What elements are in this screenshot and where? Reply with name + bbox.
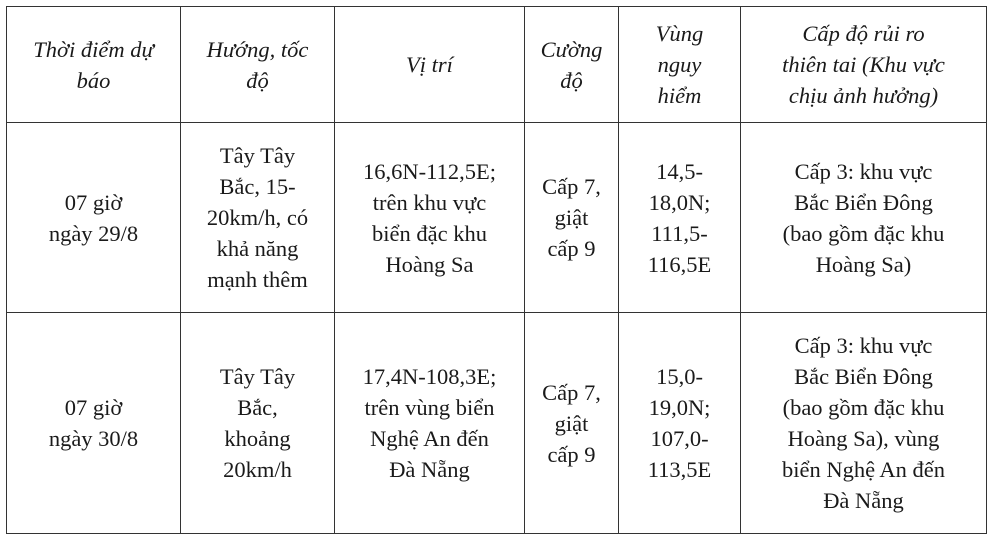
table-header-row (7, 7, 987, 123)
cell-direction-speed: Tây Tây Bắc, 15- 20km/h, có khả năng mạnh thêm (181, 123, 335, 313)
cell-position: 16,6N-112,5E; trên khu vực biển đặc khu Hoàng Sa (335, 123, 525, 313)
cell-danger-zone: 14,5- 18,0N; 111,5- 116,5E (619, 123, 741, 313)
header-intensity: Cường độ (525, 7, 619, 123)
cell-forecast-time: 07 giờ ngày 30/8 (7, 313, 181, 534)
cell-danger-zone: 15,0- 19,0N; 107,0- 113,5E (619, 313, 741, 534)
cell-forecast-time: 07 giờ ngày 29/8 (7, 123, 181, 313)
cell-risk-level: Cấp 3: khu vực Bắc Biển Đông (bao gồm đặc khu Hoàng Sa), vùng biển Nghệ An đến Đà Nẵng (741, 313, 987, 534)
header-direction-speed: Hướng, tốc độ (181, 7, 335, 123)
header-position: Vị trí (335, 7, 525, 123)
cell-intensity: Cấp 7, giật cấp 9 (525, 313, 619, 534)
cell-risk-level: Cấp 3: khu vực Bắc Biển Đông (bao gồm đặc khu Hoàng Sa) (741, 123, 987, 313)
cell-direction-speed: Tây Tây Bắc, khoảng 20km/h (181, 313, 335, 534)
header-danger-zone: Vùng nguy hiểm (619, 7, 741, 123)
header-risk-level: Cấp độ rủi ro thiên tai (Khu vực chịu ảnh hưởng) (741, 7, 987, 123)
cell-intensity: Cấp 7, giật cấp 9 (525, 123, 619, 313)
storm-forecast-table (6, 6, 987, 534)
table-row (7, 123, 987, 313)
table-row (7, 313, 987, 534)
header-forecast-time: Thời điểm dự báo (7, 7, 181, 123)
cell-position: 17,4N-108,3E; trên vùng biển Nghệ An đến Đà Nẵng (335, 313, 525, 534)
